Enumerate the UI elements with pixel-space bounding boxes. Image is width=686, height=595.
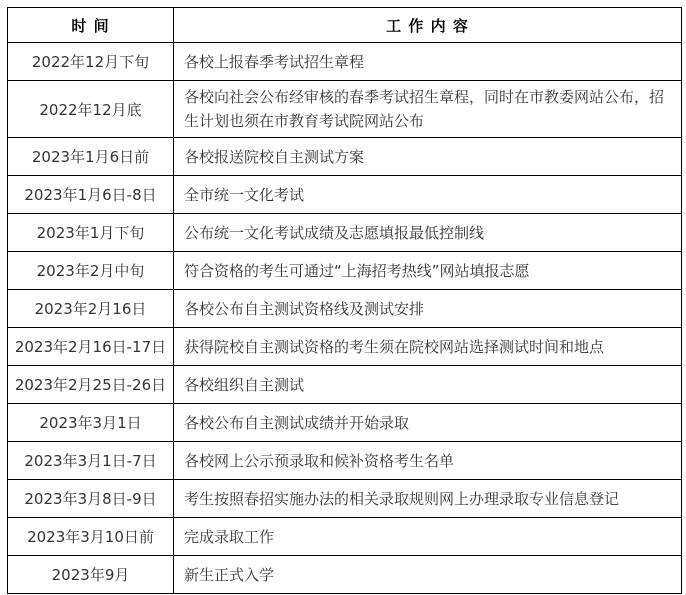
time-cell: 2023年2月16日: [8, 290, 174, 328]
table-row: [8, 518, 682, 556]
content-cell: 各校公布自主测试成绩并开始录取: [174, 404, 682, 442]
table-row: [8, 252, 682, 290]
time-cell: 2023年3月8日-9日: [8, 480, 174, 518]
time-cell: 2023年1月6日前: [8, 138, 174, 176]
table-row: [8, 404, 682, 442]
time-cell: 2023年2月25日-26日: [8, 366, 174, 404]
table-row: [8, 556, 682, 594]
table-row: [8, 366, 682, 404]
content-cell: 全市统一文化考试: [174, 176, 682, 214]
table-row: [8, 442, 682, 480]
time-cell: 2022年12月底: [8, 81, 174, 138]
content-cell: 完成录取工作: [174, 518, 682, 556]
table-row: [8, 43, 682, 81]
table-row: [8, 328, 682, 366]
time-cell: 2023年3月1日-7日: [8, 442, 174, 480]
content-cell: 各校上报春季考试招生章程: [174, 43, 682, 81]
table-row: [8, 214, 682, 252]
time-cell: 2023年9月: [8, 556, 174, 594]
time-cell: 2023年3月10日前: [8, 518, 174, 556]
table-row: [8, 176, 682, 214]
time-cell: 2022年12月下旬: [8, 43, 174, 81]
content-cell: 新生正式入学: [174, 556, 682, 594]
time-cell: 2023年3月1日: [8, 404, 174, 442]
content-cell: 各校向社会公布经审核的春季考试招生章程，同时在市教委网站公布，招生计划也须在市教育考试院网站公布: [174, 81, 682, 138]
content-cell: 各校组织自主测试: [174, 366, 682, 404]
content-cell: 公布统一文化考试成绩及志愿填报最低控制线: [174, 214, 682, 252]
table-row: [8, 138, 682, 176]
time-cell: 2023年1月6日-8日: [8, 176, 174, 214]
header-time: 时 间: [8, 8, 174, 43]
header-row: [8, 8, 682, 43]
table-row: [8, 81, 682, 138]
header-content: 工 作 内 容: [174, 8, 682, 43]
table-row: [8, 290, 682, 328]
content-cell: 获得院校自主测试资格的考生须在院校网站选择测试时间和地点: [174, 328, 682, 366]
content-cell: 考生按照春招实施办法的相关录取规则网上办理录取专业信息登记: [174, 480, 682, 518]
time-cell: 2023年2月16日-17日: [8, 328, 174, 366]
time-cell: 2023年2月中旬: [8, 252, 174, 290]
table-header: [8, 8, 682, 43]
content-cell: 各校公布自主测试资格线及测试安排: [174, 290, 682, 328]
table-body: [8, 43, 682, 594]
content-cell: 各校网上公示预录取和候补资格考生名单: [174, 442, 682, 480]
time-cell: 2023年1月下旬: [8, 214, 174, 252]
table-row: [8, 480, 682, 518]
content-cell: 各校报送院校自主测试方案: [174, 138, 682, 176]
content-cell: 符合资格的考生可通过“上海招考热线”网站填报志愿: [174, 252, 682, 290]
schedule-table: [7, 7, 682, 594]
